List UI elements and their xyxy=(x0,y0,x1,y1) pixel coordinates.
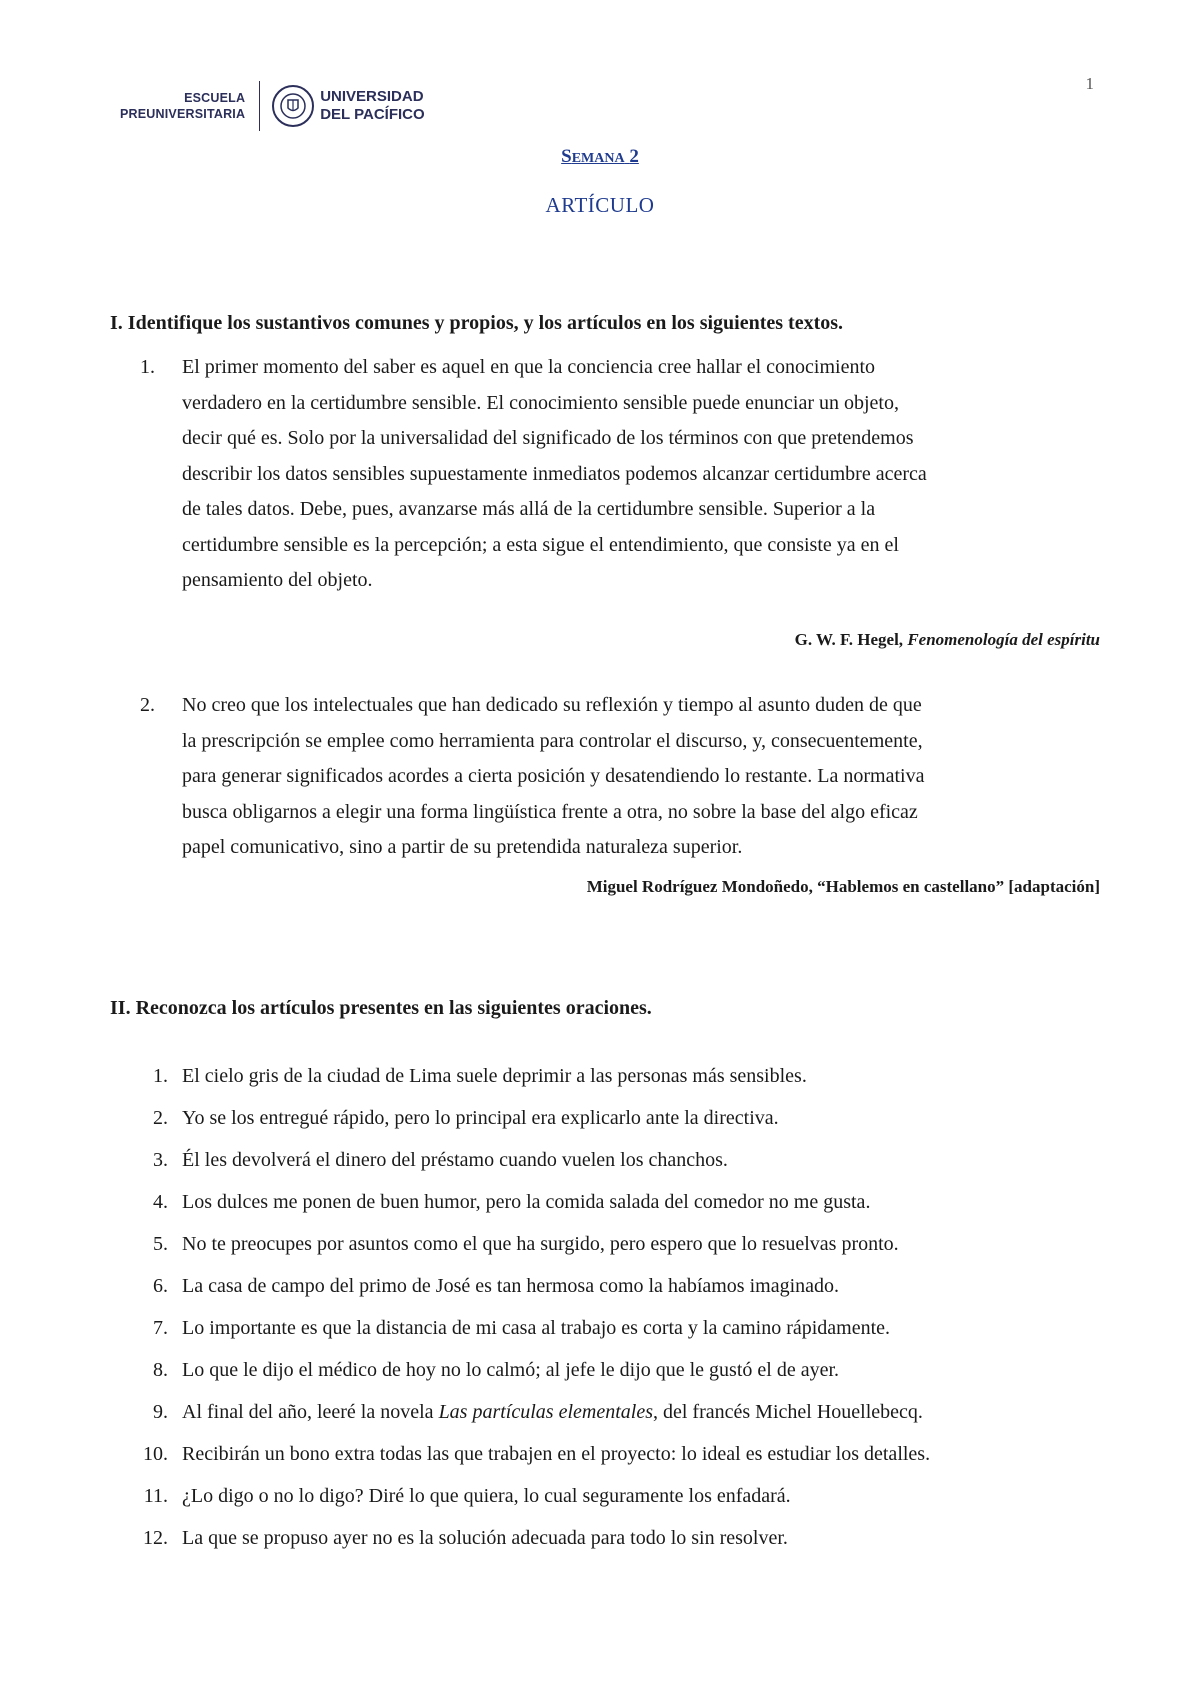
week-label-initial: S xyxy=(561,146,572,167)
week-number: 2 xyxy=(629,146,639,167)
text-line: la prescripción se emplee como herramienta para controlar el discurso, y, consecuentemente, xyxy=(182,729,923,752)
logo-divider xyxy=(259,81,260,131)
list-item xyxy=(140,1475,1130,1517)
university-logo xyxy=(120,80,425,132)
week-label xyxy=(0,146,1200,168)
novel-title: Las partículas elementales xyxy=(438,1401,653,1423)
university-seal-icon xyxy=(272,85,314,127)
list-item xyxy=(140,1349,1130,1391)
text-line: papel comunicativo, sino a partir de su pretendida naturaleza superior. xyxy=(182,836,743,858)
logo-university-name xyxy=(320,88,424,124)
citation-author: Miguel Rodríguez Mondoñedo, “Hablemos en castellano” [adaptación] xyxy=(586,877,1100,896)
list-item xyxy=(140,1223,1130,1265)
item-text: Los dulces me ponen de buen humor, pero la comida salada del comedor no me gusta. xyxy=(182,1191,871,1213)
text-line: verdadero en la certidumbre sensible. El conocimiento sensible puede enunciar un objeto, xyxy=(182,391,899,414)
text-line: certidumbre sensible es la percepción; a esta sigue el entendimiento, que consiste ya en el xyxy=(182,533,899,556)
logo-school-name xyxy=(120,90,245,122)
text-line: El primer momento del saber es aquel en que la conciencia cree hallar el conocimiento xyxy=(182,356,876,378)
item-number: 11. xyxy=(143,1485,168,1507)
item-number: 1. xyxy=(153,1065,168,1087)
logo-left-line2: PREUNIVERSITARIA xyxy=(120,107,246,121)
page-number: 1 xyxy=(1085,74,1094,93)
text-line: No creo que los intelectuales que han dedicado su reflexión y tiempo al asunto duden de que xyxy=(182,694,922,716)
item-text: La casa de campo del primo de José es tan hermosa como la habíamos imaginado. xyxy=(182,1275,840,1297)
item-number: 12. xyxy=(143,1527,168,1549)
list-item xyxy=(140,1307,1130,1349)
item-text: Lo que le dijo el médico de hoy no lo calmó; al jefe le dijo que le gustó el de ayer. xyxy=(182,1359,840,1381)
item-number: 5. xyxy=(153,1233,168,1255)
section-1-title: I. Identifique los sustantivos comunes y propios, y los artículos en los siguientes textos. xyxy=(110,312,844,334)
item-number: 3. xyxy=(153,1149,168,1171)
item-number: 1. xyxy=(140,356,155,378)
item-text: La que se propuso ayer no es la solución adecuada para todo lo sin resolver. xyxy=(182,1527,788,1549)
section-2-title: II. Reconozca los artículos presentes en las siguientes oraciones. xyxy=(110,997,652,1019)
item-text: ¿Lo digo o no lo digo? Diré lo que quiera, lo cual seguramente los enfadará. xyxy=(182,1485,791,1507)
item-text: Yo se los entregué rápido, pero lo principal era explicarlo ante la directiva. xyxy=(182,1107,779,1129)
item-text: Recibirán un bono extra todas las que trabajen en el proyecto: lo ideal es estudiar los detalles. xyxy=(182,1443,931,1465)
item-text: Él les devolverá el dinero del préstamo cuando vuelen los chanchos. xyxy=(182,1149,728,1171)
item-number: 2. xyxy=(153,1107,168,1129)
text-line: describir los datos sensibles supuestamente inmediatos podemos alcanzar certidumbre acerca xyxy=(182,462,927,485)
source-citation-2 xyxy=(587,877,1100,897)
sentence-list xyxy=(140,1055,1130,1559)
logo-right-line1: UNIVERSIDAD xyxy=(320,88,424,105)
item-number: 2. xyxy=(140,694,155,716)
logo-left-line1: ESCUELA xyxy=(184,91,246,105)
item-number: 9. xyxy=(153,1401,168,1423)
item-text: No te preocupes por asuntos como el que ha surgido, pero espero que lo resuelvas pronto. xyxy=(182,1233,899,1255)
list-item xyxy=(140,1433,1130,1475)
item-text xyxy=(182,688,1100,866)
text-line: busca obligarnos a elegir una forma lingüística frente a otra, no sobre la base del algo eficaz xyxy=(182,800,918,823)
item-text-after: , del francés Michel Houellebecq. xyxy=(653,1401,923,1423)
item-text-before: Al final del año, leeré la novela xyxy=(182,1401,439,1423)
item-number: 4. xyxy=(153,1191,168,1213)
text-line: pensamiento del objeto. xyxy=(182,569,373,591)
list-item xyxy=(140,1181,1130,1223)
list-item xyxy=(140,1139,1130,1181)
item-number: 8. xyxy=(153,1359,168,1381)
source-citation-1 xyxy=(795,630,1100,650)
list-item xyxy=(140,1265,1130,1307)
list-item xyxy=(140,1517,1130,1559)
item-text: El cielo gris de la ciudad de Lima suele deprimir a las personas más sensibles. xyxy=(182,1065,807,1087)
citation-author: G. W. F. Hegel, xyxy=(794,630,908,649)
logo-right-line2: DEL PACÍFICO xyxy=(320,106,425,123)
citation-work: Fenomenología del espíritu xyxy=(907,630,1100,649)
text-line: de tales datos. Debe, pues, avanzarse más allá de la certidumbre sensible. Superior a la xyxy=(182,498,876,520)
item-text: Lo importante es que la distancia de mi casa al trabajo es corta y la camino rápidamente. xyxy=(182,1317,891,1339)
text-line: decir qué es. Solo por la universalidad del significado de los términos con que pretendemos xyxy=(182,427,914,449)
item-number: 6. xyxy=(153,1275,168,1297)
page-title: ARTÍCULO xyxy=(545,193,655,217)
text-line: para generar significados acordes a cierta posición y desatendiendo lo restante. La normativa xyxy=(182,765,925,787)
week-label-rest: EMANA xyxy=(571,151,625,166)
item-number: 10. xyxy=(143,1443,168,1465)
list-item xyxy=(140,1055,1130,1097)
item-text xyxy=(182,350,1100,599)
list-item xyxy=(140,1391,1130,1433)
list-item xyxy=(140,1097,1130,1139)
item-text xyxy=(182,1391,923,1433)
item-number: 7. xyxy=(153,1317,168,1339)
